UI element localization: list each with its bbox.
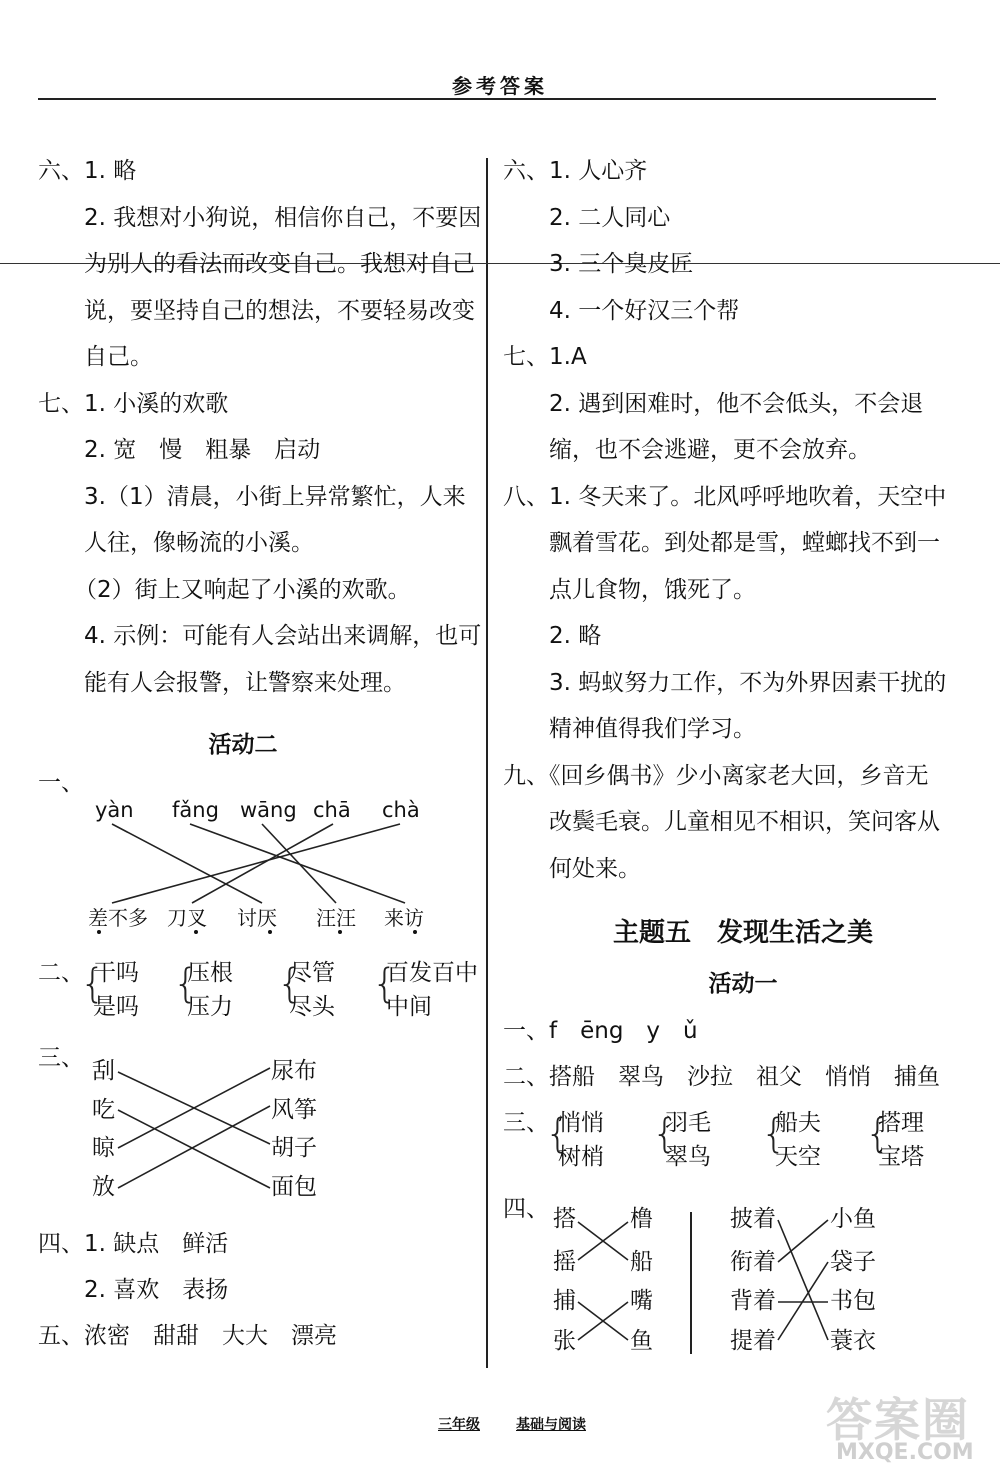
right-q3-pair2-top: 羽毛 — [665, 1110, 711, 1136]
brace-icon: { — [545, 1111, 571, 1157]
left-q4-1: 四、1. 缺点 鲜活 — [38, 1231, 229, 1257]
left-q5: 五、浓密 甜甜 大大 漂亮 — [38, 1323, 337, 1349]
q4b-right-1: 嘴 — [630, 1288, 653, 1314]
q1-word-2: 刀叉 — [167, 906, 207, 930]
left-s7-4-line1: 4. 示例：可能有人会站出来调解，也可 — [84, 623, 482, 649]
left-s7-1: 七、1. 小溪的欢歌 — [38, 391, 229, 417]
right-q3-pair3-bottom: 天空 — [775, 1144, 821, 1170]
q4b-left-2: 张 — [553, 1328, 576, 1354]
right-s9-line3: 何处来。 — [549, 856, 641, 882]
left-s6-2-line4: 自己。 — [84, 344, 153, 370]
q4c-line-4 — [778, 1262, 828, 1340]
q1-word-1: 差不多 — [88, 906, 148, 930]
left-s6-2-line3: 说，要坚持自己的想法，不要轻易改变 — [84, 298, 475, 324]
right-s8-1-line2: 飘着雪花。到处都是雪，螳螂找不到一 — [549, 530, 940, 556]
right-q3-pair1-top: 悄悄 — [558, 1110, 604, 1136]
q4c-right-3: 书包 — [830, 1288, 876, 1314]
q1-pinyin-4: chā — [313, 798, 351, 822]
q4c-left-2: 衔着 — [730, 1249, 776, 1275]
left-q4-2: 2. 喜欢 表扬 — [84, 1277, 229, 1303]
right-s8-1-line3: 点儿食物，饿死了。 — [549, 577, 756, 603]
right-s6-4: 4. 一个好汉三个帮 — [549, 298, 740, 324]
right-s9-line1: 九、《回乡偶书》少小离家老大回，乡音无 — [503, 763, 929, 789]
right-q3-pair1-bottom: 树梢 — [558, 1144, 604, 1170]
q1-pinyin-1: yàn — [95, 798, 134, 822]
q4c-line-2 — [778, 1220, 828, 1262]
q4a-right-1: 橹 — [630, 1206, 653, 1232]
brace-icon: { — [865, 1111, 891, 1157]
q1-word-3: 讨厌 — [237, 906, 277, 930]
q2-pair3-bottom: 尽头 — [289, 994, 335, 1020]
right-q3-pair4-bottom: 宝塔 — [878, 1144, 924, 1170]
brace-icon: { — [372, 961, 398, 1007]
q3-right-4: 面包 — [271, 1174, 317, 1200]
right-q4-label: 四、 — [503, 1196, 549, 1222]
q1-word-5: 来访 — [384, 906, 424, 930]
brace-icon: { — [80, 961, 106, 1007]
theme5-title: 主题五 发现生活之美 — [612, 918, 873, 948]
right-s7-2-line1: 2. 遇到困难时，他不会低头，不会退 — [549, 391, 924, 417]
left-s6-1: 六、1. 略 — [38, 158, 137, 184]
left-activity2-title: 活动二 — [208, 732, 278, 758]
left-s7-2: 2. 宽 慢 粗暴 启动 — [84, 437, 321, 463]
right-s6-2: 2. 二人同心 — [549, 205, 671, 231]
page-header-title: 参考答案 — [452, 74, 548, 98]
left-s7-3b: （2）街上又响起了小溪的欢歌。 — [74, 577, 411, 603]
q2-pair4-bottom: 中间 — [386, 994, 432, 1020]
brace-icon: { — [761, 1111, 787, 1157]
footer-grade: 三年级 — [438, 1417, 480, 1433]
left-s6-2-line2: 为别人的看法而改变自己。我想对自己 — [84, 251, 475, 277]
q2-pair4-top: 百发百中 — [386, 960, 478, 986]
watermark-url: MXQE.COM — [836, 1440, 974, 1465]
watermark-main: 答案圈 — [826, 1393, 970, 1447]
right-q3-pair4-top: 搭理 — [878, 1110, 924, 1136]
q2-pair1-bottom: 是吗 — [93, 994, 139, 1020]
q3-left-4: 放 — [92, 1174, 115, 1200]
right-s7-2-line2: 缩，也不会逃避，更不会放弃。 — [549, 437, 871, 463]
brace-icon: { — [652, 1111, 678, 1157]
right-s6-3: 3. 三个臭皮匠 — [549, 251, 694, 277]
q2-pair3-top: 尽管 — [289, 960, 335, 986]
q3-left-1: 刮 — [92, 1058, 115, 1084]
q4c-left-4: 提着 — [730, 1328, 776, 1354]
q3-left-2: 吃 — [92, 1097, 115, 1123]
q3-right-2: 风筝 — [271, 1097, 317, 1123]
right-s8-3-line2: 精神值得我们学习。 — [549, 716, 756, 742]
right-s8-2: 2. 略 — [549, 623, 602, 649]
right-q3-label: 三、 — [503, 1110, 549, 1136]
left-q3-label: 三、 — [38, 1045, 84, 1071]
q4a-left-1: 搭 — [553, 1206, 576, 1232]
left-s7-3a-line2: 人往，像畅流的小溪。 — [84, 530, 314, 556]
right-s7-1: 七、1.A — [503, 344, 587, 370]
right-q3-pair2-bottom: 翠鸟 — [665, 1144, 711, 1170]
q4b-left-1: 捕 — [553, 1288, 576, 1314]
right-q3-pair3-top: 船夫 — [775, 1110, 821, 1136]
right-s6-1: 六、1. 人心齐 — [503, 158, 648, 184]
q3-left-3: 晾 — [92, 1135, 115, 1161]
q4b-right-2: 鱼 — [630, 1328, 653, 1354]
q1-pinyin-5: chà — [382, 798, 420, 822]
q4c-left-1: 披着 — [730, 1206, 776, 1232]
q2-pair2-top: 压根 — [187, 960, 233, 986]
right-s8-3-line1: 3. 蚂蚁努力工作，不为外界因素干扰的 — [549, 670, 947, 696]
q2-pair1-top: 干吗 — [93, 960, 139, 986]
left-s7-4-line2: 能有人会报警，让警察来处理。 — [84, 670, 406, 696]
q1-word-4: 汪汪 — [316, 906, 356, 930]
q1-pinyin-2: fǎng — [172, 798, 219, 822]
right-activity1-title: 活动一 — [708, 971, 778, 997]
right-s9-line2: 改鬓毛衰。儿童相见不相识，笑问客从 — [549, 809, 940, 835]
right-s8-1-line1: 八、1. 冬天来了。北风呼呼地吹着，天空中 — [503, 484, 947, 510]
right-q1: 一、f ēng y ǔ — [503, 1018, 698, 1044]
brace-icon: { — [277, 961, 303, 1007]
q4a-left-2: 摇 — [553, 1249, 576, 1275]
q4c-left-3: 背着 — [730, 1288, 776, 1314]
q3-right-1: 尿布 — [271, 1058, 317, 1084]
left-s6-2-line1: 2. 我想对小狗说，相信你自己，不要因 — [84, 205, 482, 231]
right-q2: 二、搭船 翠鸟 沙拉 祖父 悄悄 捕鱼 — [503, 1064, 940, 1090]
brace-icon: { — [173, 961, 199, 1007]
q3-right-3: 胡子 — [271, 1135, 317, 1161]
footer-book: 基础与阅读 — [516, 1417, 586, 1433]
left-q1-label: 一、 — [38, 770, 84, 796]
q4a-right-2: 船 — [630, 1249, 653, 1275]
left-s7-3a-line1: 3.（1）清晨，小街上异常繁忙，人来 — [84, 484, 466, 510]
q4c-right-1: 小鱼 — [830, 1206, 876, 1232]
q4c-right-2: 袋子 — [830, 1249, 876, 1275]
left-q2-label: 二、 — [38, 960, 84, 986]
q4c-right-4: 蓑衣 — [830, 1328, 876, 1354]
q1-pinyin-3: wāng — [240, 798, 297, 822]
q2-pair2-bottom: 压力 — [187, 994, 233, 1020]
q4c-line-1 — [778, 1220, 828, 1340]
